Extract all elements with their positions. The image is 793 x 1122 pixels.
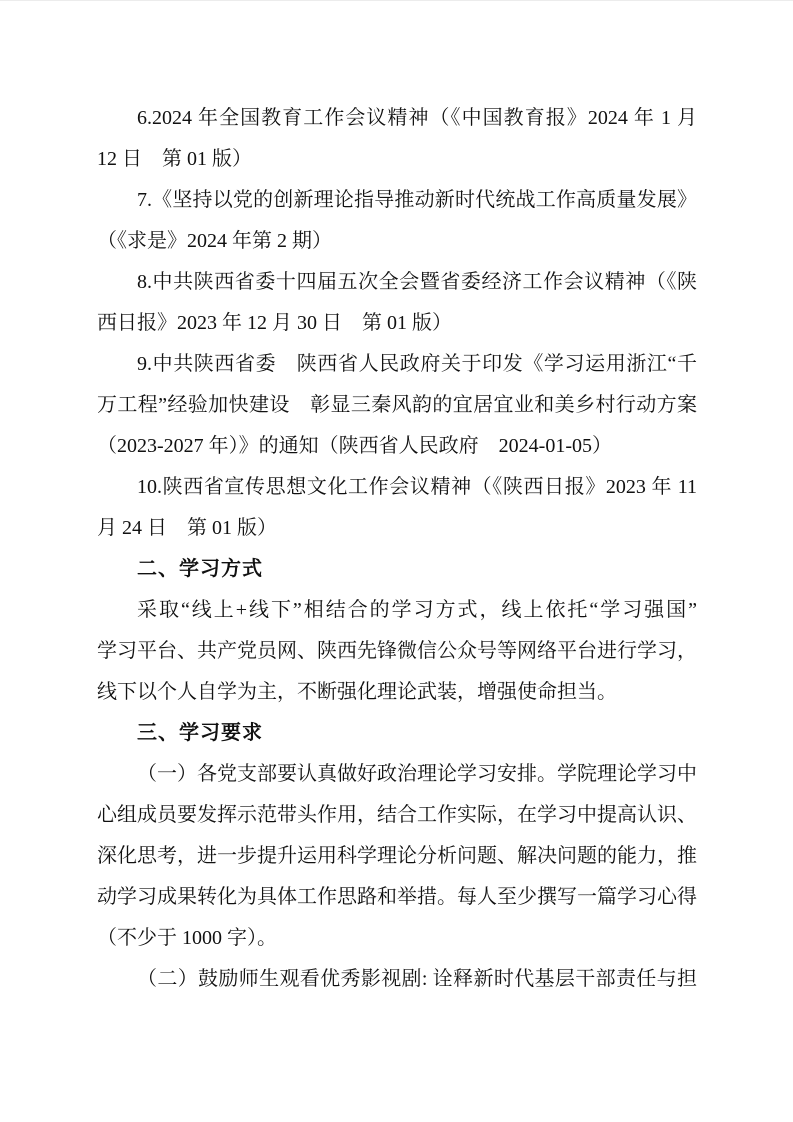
ref-item-6-line-1: 6.2024 年全国教育工作会议精神（《中国教育报》2024 年 1 月 <box>137 107 697 129</box>
section-heading-study-method: 二、学习方式 <box>137 558 263 580</box>
ref-item-9-line-2: 万工程”经验加快建设 彰显三秦风韵的宜居宜业和美乡村行动方案 <box>97 394 697 416</box>
study-method-para-line-2: 学习平台、共产党员网、陕西先锋微信公众号等网络平台进行学习， <box>97 640 697 662</box>
ref-item-7-line-1: 7.《坚持以党的创新理论指导推动新时代统战工作高质量发展》 <box>137 189 697 211</box>
study-method-para-line-1: 采取“线上+线下”相结合的学习方式，线上依托“学习强国” <box>137 599 697 621</box>
ref-item-10-line-1: 10.陕西省宣传思想文化工作会议精神（《陕西日报》2023 年 11 <box>137 476 697 498</box>
ref-item-8-line-2: 西日报》2023 年 12 月 30 日 第 01 版） <box>97 312 452 334</box>
requirements-para1-line-1: （一）各党支部要认真做好政治理论学习安排。学院理论学习中 <box>137 763 697 785</box>
ref-item-8-line-1: 8.中共陕西省委十四届五次全会暨省委经济工作会议精神（《陕 <box>137 271 697 293</box>
section-heading-study-requirements: 三、学习要求 <box>137 722 263 744</box>
ref-item-7-line-2: （《求是》2024 年第 2 期） <box>97 230 332 252</box>
study-method-para-line-3: 线下以个人自学为主，不断强化理论武装，增强使命担当。 <box>97 681 617 703</box>
ref-item-10-line-2: 月 24 日 第 01 版） <box>97 517 277 539</box>
requirements-para1-line-2: 心组成员要发挥示范带头作用，结合工作实际，在学习中提高认识、 <box>97 804 697 826</box>
requirements-para1-line-5: （不少于 1000 字）。 <box>97 927 277 949</box>
ref-item-9-line-3: （2023-2027 年）》的通知（陕西省人民政府 2024-01-05） <box>97 435 612 457</box>
ref-item-6-line-2: 12 日 第 01 版） <box>97 148 252 170</box>
requirements-para1-line-4: 动学习成果转化为具体工作思路和举措。每人至少撰写一篇学习心得 <box>97 886 697 908</box>
requirements-para2-line-1: （二）鼓励师生观看优秀影视剧: 诠释新时代基层干部责任与担 <box>137 968 697 990</box>
ref-item-9-line-1: 9.中共陕西省委 陕西省人民政府关于印发《学习运用浙江“千 <box>137 353 697 375</box>
requirements-para1-line-3: 深化思考，进一步提升运用科学理论分析问题、解决问题的能力，推 <box>97 845 697 867</box>
